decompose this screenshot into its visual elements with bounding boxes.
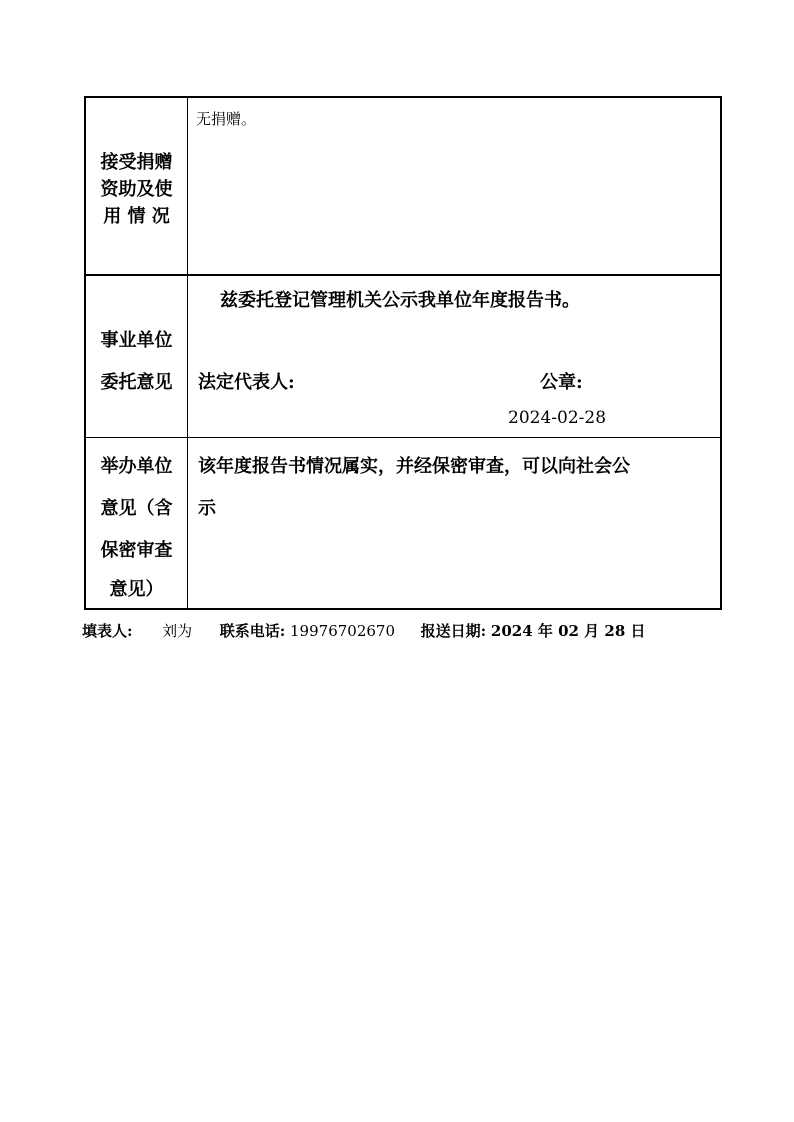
donation-label-line-3: 用 情 况 <box>103 206 170 227</box>
sponsor-label-line-3: 保密审查 <box>100 540 173 561</box>
entrust-date: 2024-02-28 <box>508 408 607 428</box>
donation-label-line-1: 接受捐赠 <box>100 152 173 173</box>
filler-name: 刘为 <box>162 622 193 640</box>
sponsor-label-line-4: 意见） <box>109 579 164 600</box>
sponsor-content-line-2: 示 <box>198 498 216 519</box>
donation-label-line-2: 资助及使 <box>100 179 173 200</box>
donation-content-cell <box>188 98 720 274</box>
phone-number: 19976702670 <box>290 622 395 640</box>
donation-row <box>86 98 720 276</box>
donation-label-cell <box>86 98 188 274</box>
entrust-label-line-1: 事业单位 <box>100 330 173 351</box>
entrust-content-cell <box>188 276 720 437</box>
sponsor-content-cell <box>188 438 720 610</box>
phone-label: 联系电话: <box>219 622 286 640</box>
entrust-label-cell <box>86 276 188 437</box>
entrust-row <box>86 276 720 438</box>
submit-date-label: 报送日期: <box>420 622 487 640</box>
sponsor-label-line-2: 意见（含 <box>100 498 173 519</box>
official-seal-label: 公章: <box>540 372 583 393</box>
entrust-statement: 兹委托登记管理机关公示我单位年度报告书。 <box>220 290 580 311</box>
donation-content: 无捐赠。 <box>196 110 257 128</box>
sponsor-content-line-1: 该年度报告书情况属实，并经保密审查，可以向社会公 <box>198 456 630 477</box>
report-footer <box>82 620 646 641</box>
entrust-label-line-2: 委托意见 <box>100 372 173 393</box>
annual-report-table <box>84 96 722 610</box>
sponsor-label-line-1: 举办单位 <box>100 456 173 477</box>
sponsor-label-cell <box>86 438 188 610</box>
filler-label: 填表人: <box>82 622 133 640</box>
legal-representative-label: 法定代表人: <box>198 372 295 393</box>
sponsor-row <box>86 438 720 610</box>
submit-date-value: 2024 年 02 月 28 日 <box>490 622 646 640</box>
